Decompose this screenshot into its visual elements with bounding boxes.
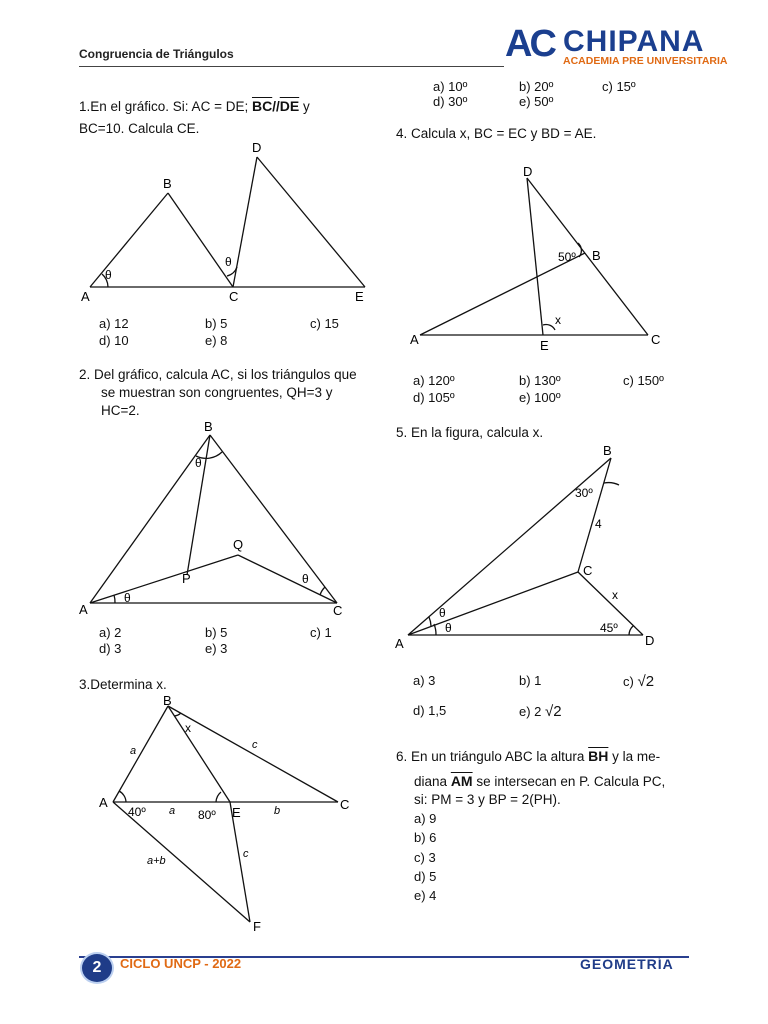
option-a: a) 120º (413, 373, 455, 388)
option-b: b) 5 (205, 625, 228, 640)
option-b: b) 5 (205, 316, 228, 331)
question-5-text: 5. En la figura, calcula x. (396, 425, 544, 440)
svg-text:θ: θ (445, 621, 452, 635)
svg-text:θ: θ (124, 591, 131, 605)
segment-bc: $\overline{BC}$ (251, 98, 273, 114)
header-divider (79, 66, 504, 67)
svg-text:B: B (603, 443, 612, 458)
option-e: e) 100º (519, 390, 561, 405)
figure-q2 (75, 415, 375, 620)
svg-text:a: a (169, 805, 176, 817)
brand-logo (505, 24, 735, 74)
svg-text:B: B (592, 248, 601, 263)
svg-text:x: x (185, 721, 191, 735)
sqrt-value: √2 (545, 703, 562, 720)
svg-text:b: b (274, 805, 281, 817)
page-number: 2 (80, 952, 114, 984)
figure-q5 (393, 440, 683, 655)
option-b: b) 20º (519, 79, 554, 94)
sqrt-value: √2 (637, 673, 655, 690)
option-e: e) 2 √2 (519, 703, 562, 720)
svg-text:x: x (555, 313, 561, 327)
option-e: e) 3 (205, 641, 228, 656)
question-3-text: 3.Determina x. (79, 677, 167, 692)
svg-text:30º: 30º (575, 486, 593, 500)
svg-text:F: F (253, 919, 261, 934)
option-e: e) 50º (519, 94, 554, 109)
svg-text:C: C (583, 563, 593, 578)
option-d: d) 10 (99, 333, 129, 348)
brand-name: CHIPANA (563, 25, 705, 58)
segment-de: $\overline{DE}$ (279, 98, 300, 114)
svg-text:D: D (523, 164, 533, 179)
svg-text:D: D (645, 633, 655, 648)
svg-text:B: B (204, 419, 213, 434)
angle-theta: θ (105, 268, 112, 282)
angle-theta: θ (225, 255, 232, 269)
label-c: C (229, 289, 239, 304)
option-e: e) 8 (205, 333, 228, 348)
option-a: a) 10º (433, 79, 468, 94)
option-b: b) 130º (519, 373, 561, 388)
svg-text:Q: Q (233, 537, 244, 552)
question-4-text: 4. Calcula x, BC = EC y BD = AE. (396, 126, 597, 141)
option-a: a) 2 (99, 625, 122, 640)
option-a: a) 12 (99, 316, 129, 331)
svg-text:θ: θ (195, 456, 202, 470)
option-a: a) 9 (414, 811, 437, 826)
option-c: c) 15º (602, 79, 636, 94)
svg-text:B: B (163, 693, 172, 708)
svg-text:45º: 45º (600, 621, 618, 635)
brand-subtitle: ACADEMIA PRE UNIVERSITARIA (563, 55, 728, 67)
label-e: E (355, 289, 364, 304)
question-1-text: 1.En el gráfico. Si: AC = DE; $\overline{BC}//\overline{DE}$ y BC=10. Calcula CE. (79, 98, 310, 136)
option-d: d) 1,5 (413, 703, 447, 718)
svg-text:C: C (333, 603, 343, 618)
segment-am: $\overline{AM}$ (450, 773, 473, 789)
svg-text:A: A (99, 795, 108, 810)
footer-cycle: CICLO UNCP - 2022 (120, 956, 242, 971)
svg-text:A: A (395, 636, 404, 651)
svg-text:50º: 50º (558, 250, 576, 264)
option-b: b) 1 (519, 673, 542, 688)
svg-text:A: A (410, 332, 419, 347)
label-b: B (163, 176, 172, 191)
svg-text:c: c (252, 739, 258, 751)
page-header-title: Congruencia de Triángulos (79, 47, 234, 61)
question-2-text: 2. Del gráfico, calcula AC, si los triángulos que se muestran son congruentes, QH=3 y HC=2. (79, 367, 357, 418)
option-c: c) 15 (310, 316, 339, 331)
option-a: a) 3 (413, 673, 436, 688)
svg-text:θ: θ (439, 606, 446, 620)
label-d: D (252, 140, 262, 155)
brand-mark: AC (505, 23, 554, 65)
svg-text:E: E (540, 338, 549, 353)
svg-text:c: c (243, 848, 249, 860)
figure-q4 (405, 160, 680, 360)
option-c: c) 150º (623, 373, 664, 388)
question-6-text: 6. En un triángulo ABC la altura $\overline{BH}$ y la me- diana $\overline{AM}$ se intersecan en P. Calcula PC, si: PM = 3 y BP = 2(PH). (396, 748, 666, 807)
option-d: d) 3 (99, 641, 122, 656)
option-d: d) 105º (413, 390, 455, 405)
segment-bh: $\overline{BH}$ (588, 748, 609, 764)
svg-text:C: C (651, 332, 661, 347)
svg-text:E: E (232, 805, 241, 820)
footer-subject: GEOMETRÍA (580, 956, 674, 972)
svg-text:a: a (130, 745, 137, 757)
option-c: c) √2 (623, 673, 655, 690)
svg-text:40º: 40º (128, 805, 146, 819)
option-e: e) 4 (414, 888, 437, 903)
option-d: d) 5 (414, 869, 437, 884)
label-a: A (81, 289, 90, 304)
figure-q3 (90, 692, 365, 942)
svg-text:C: C (340, 797, 350, 812)
option-d: d) 30º (433, 94, 468, 109)
svg-text:a+b: a+b (147, 855, 166, 867)
svg-text:A: A (79, 602, 88, 617)
figure-q1 (75, 135, 375, 310)
svg-text:80º: 80º (198, 808, 216, 822)
option-c: c) 1 (310, 625, 332, 640)
svg-text:P: P (182, 571, 191, 586)
svg-text:4: 4 (595, 517, 602, 531)
option-c: c) 3 (414, 850, 436, 865)
svg-text:θ: θ (302, 572, 309, 586)
option-b: b) 6 (414, 830, 437, 845)
svg-text:x: x (612, 588, 618, 602)
